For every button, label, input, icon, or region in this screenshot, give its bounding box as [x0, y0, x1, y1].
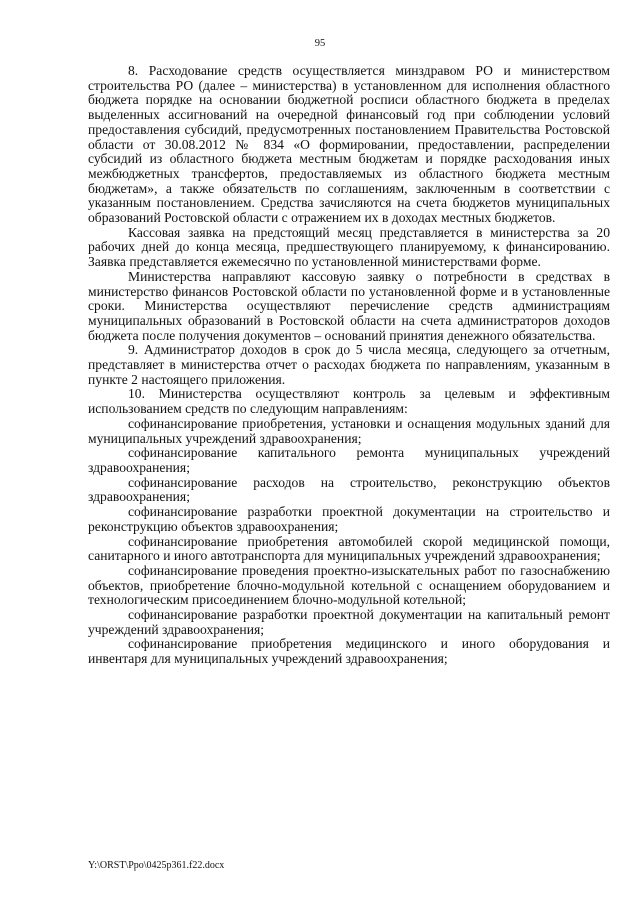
paragraph-8-funds-spending: 8. Расходование средств осуществляется минздравом РО и министерством строительства РО (далее – министерства) в установленном для исполнения областного бюджета порядке на основании бюджетной росписи областного бюджета в пределах выделенных ассигнований на очередной финансовый год при соблюдении условий предоставления субсидий, предусмотренных постановлением Правительства Ростовской области от 30.08.2012 № 834 «О формировании, предоставлении, распределении субсидий из областного бюджета местным бюджетам и порядке расходования иных межбюджетных трансфертов, предоставляемых из областного бюджета местным бюджетам», а также обязательств по соглашениям, заключенным в соответствии с указанным постановлением. Средства зачисляются на счета бюджетов муниципальных образований Ростовской области с отражением их в доходах местных бюджетов.	[88, 63, 610, 226]
list-item-medical-equipment: софинансирование приобретения медицинского и иного оборудования и инвентаря для муниципальных учреждений здравоохранения;	[88, 636, 610, 667]
list-item-modular-buildings: софинансирование приобретения, установки и оснащения модульных зданий для муниципальных учреждений здравоохранения;	[88, 415, 610, 446]
document-body	[88, 64, 610, 667]
list-item-construction: софинансирование расходов на строительство, реконструкцию объектов здравоохранения;	[88, 474, 610, 505]
list-item-ambulance-vehicles: софинансирование приобретения автомобилей скорой медицинской помощи, санитарного и иного автотранспорта для муниципальных учреждений здравоохранения;	[88, 533, 610, 564]
list-item-capital-repair: софинансирование капитального ремонта муниципальных учреждений здравоохранения;	[88, 445, 610, 475]
list-item-repair-documentation: софинансирование разработки проектной документации на капитальный ремонт учреждений здравоохранения;	[88, 607, 610, 637]
file-path-footer: Y:\ORST\Ppo\0425p361.f22.docx	[88, 860, 225, 871]
list-item-project-documentation: софинансирование разработки проектной документации на строительство и реконструкцию объектов здравоохранения;	[88, 504, 610, 534]
paragraph-9-revenue-administrator: 9. Администратор доходов в срок до 5 числа месяца, следующего за отчетным, представляет в министерства отчет о расходах бюджета по направлениям, указанным в пункте 2 настоящего приложения.	[88, 342, 610, 387]
list-item-gas-supply-boiler: софинансирование проведения проектно-изыскательных работ по газоснабжению объектов, приобретение блочно-модульной котельной с оснащением оборудованием и технологическим присоединением блочно-модульной котельной;	[88, 562, 610, 608]
paragraph-cash-request: Кассовая заявка на предстоящий месяц представляется в министерства за 20 рабочих дней до конца месяца, предшествующего планируемому, к финансированию. Заявка представляется ежемесячно по установленной министерствами форме.	[88, 224, 610, 270]
paragraph-10-control: 10. Министерства осуществляют контроль за целевым и эффективным использованием средств по следующим направлениям:	[88, 386, 610, 417]
page-number: 95	[314, 38, 326, 49]
paragraph-ministries-send-request: Министерства направляют кассовую заявку о потребности в средствах в министерство финансов Ростовской области по установленной форме и в установленные сроки. Министерства осуществляют перечисление средств администрациям муниципальных образований в Ростовской области на счета администраторов доходов бюджета после получения документов – оснований принятия денежного обязательства.	[88, 268, 610, 343]
